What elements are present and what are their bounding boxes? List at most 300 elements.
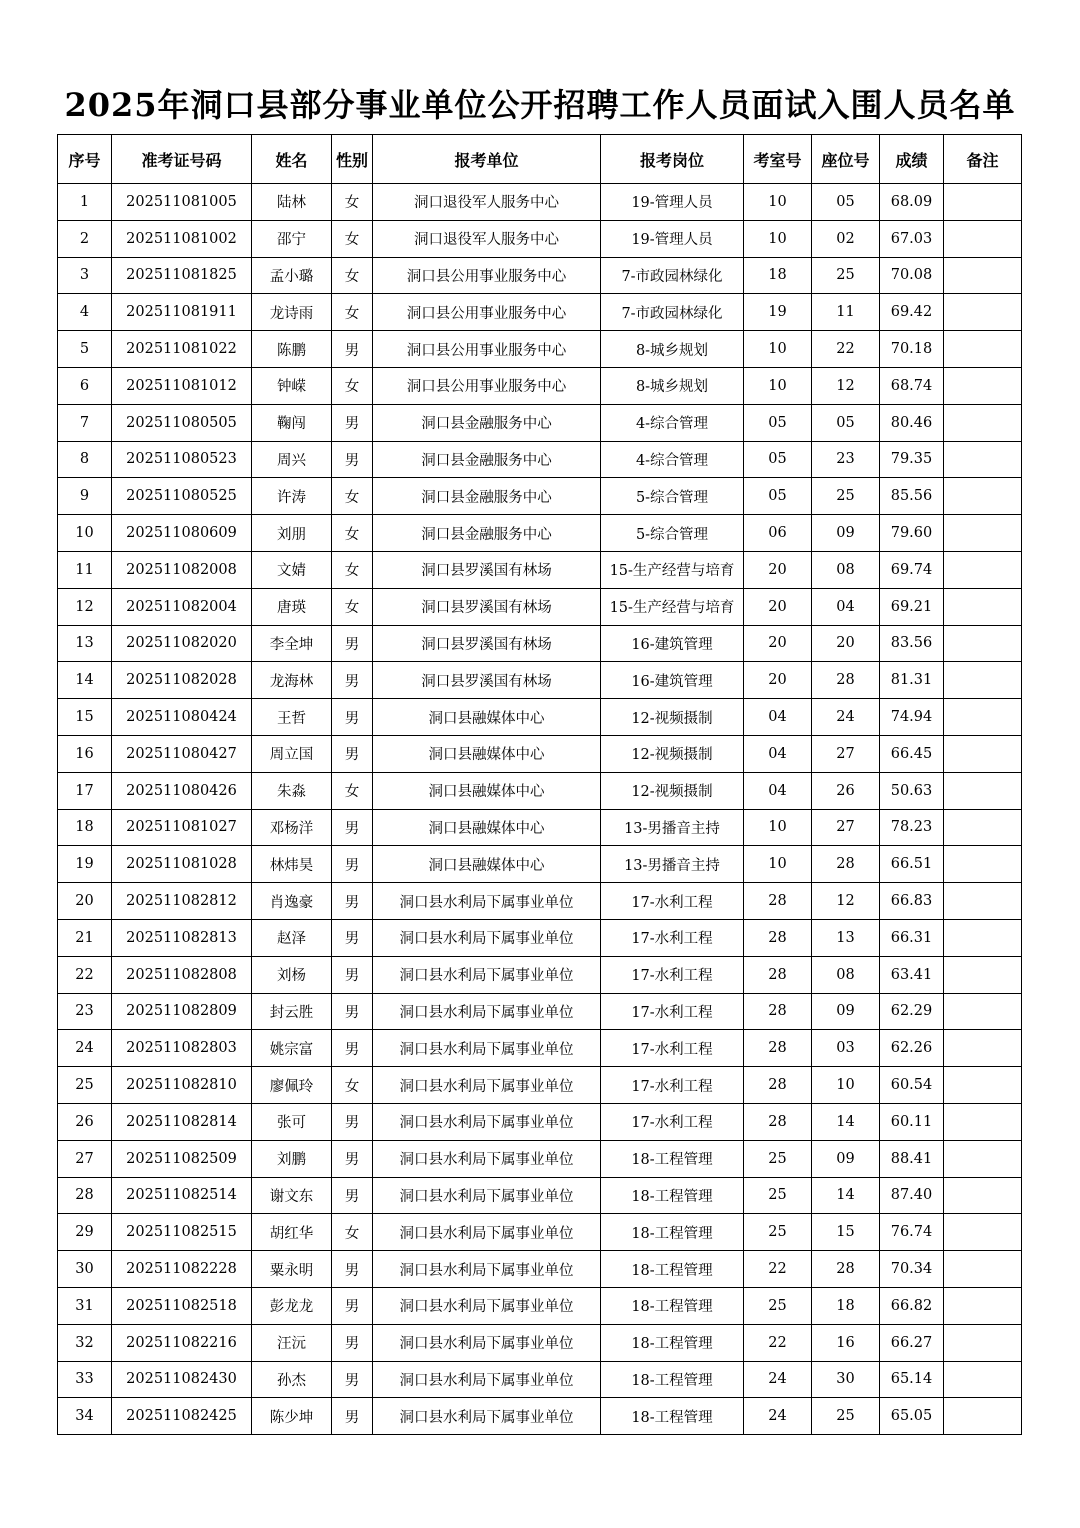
- cell-room: 28: [744, 883, 812, 920]
- cell-unit: 洞口县水利局下属事业单位: [373, 1251, 601, 1288]
- table-row: [58, 257, 1022, 294]
- cell-score: 80.46: [880, 404, 944, 441]
- cell-score: 66.45: [880, 735, 944, 772]
- cell-seat: 08: [812, 551, 880, 588]
- cell-exam-number: 202511082803: [112, 1030, 252, 1067]
- table-row: [58, 1251, 1022, 1288]
- cell-seat: 18: [812, 1287, 880, 1324]
- cell-index: 13: [58, 625, 112, 662]
- cell-remarks: [944, 919, 1022, 956]
- cell-index: 23: [58, 993, 112, 1030]
- cell-index: 30: [58, 1251, 112, 1288]
- cell-name: 刘杨: [252, 956, 332, 993]
- cell-index: 26: [58, 1103, 112, 1140]
- header-exam-number: 准考证号码: [112, 135, 252, 184]
- cell-index: 15: [58, 699, 112, 736]
- table-row: [58, 1398, 1022, 1435]
- cell-room: 05: [744, 404, 812, 441]
- cell-seat: 12: [812, 367, 880, 404]
- cell-name: 周立国: [252, 735, 332, 772]
- cell-seat: 28: [812, 662, 880, 699]
- cell-seat: 25: [812, 1398, 880, 1435]
- cell-index: 9: [58, 478, 112, 515]
- cell-gender: 男: [332, 1287, 373, 1324]
- cell-name: 胡红华: [252, 1214, 332, 1251]
- cell-score: 69.42: [880, 294, 944, 331]
- cell-remarks: [944, 588, 1022, 625]
- cell-remarks: [944, 662, 1022, 699]
- cell-room: 10: [744, 846, 812, 883]
- cell-exam-number: 202511082509: [112, 1140, 252, 1177]
- cell-room: 10: [744, 331, 812, 368]
- cell-unit: 洞口县金融服务中心: [373, 515, 601, 552]
- cell-remarks: [944, 1251, 1022, 1288]
- cell-remarks: [944, 1140, 1022, 1177]
- cell-position: 18-工程管理: [601, 1324, 744, 1361]
- cell-index: 32: [58, 1324, 112, 1361]
- cell-room: 20: [744, 625, 812, 662]
- cell-exam-number: 202511082430: [112, 1361, 252, 1398]
- cell-room: 10: [744, 367, 812, 404]
- cell-index: 14: [58, 662, 112, 699]
- cell-position: 13-男播音主持: [601, 809, 744, 846]
- cell-unit: 洞口县水利局下属事业单位: [373, 1361, 601, 1398]
- cell-seat: 04: [812, 588, 880, 625]
- cell-name: 朱淼: [252, 772, 332, 809]
- table-row: [58, 846, 1022, 883]
- header-name: 姓名: [252, 135, 332, 184]
- cell-gender: 男: [332, 919, 373, 956]
- cell-gender: 女: [332, 478, 373, 515]
- cell-unit: 洞口县公用事业服务中心: [373, 294, 601, 331]
- cell-gender: 男: [332, 1030, 373, 1067]
- cell-exam-number: 202511081911: [112, 294, 252, 331]
- cell-room: 04: [744, 735, 812, 772]
- cell-seat: 10: [812, 1067, 880, 1104]
- cell-room: 10: [744, 809, 812, 846]
- cell-score: 85.56: [880, 478, 944, 515]
- cell-position: 8-城乡规划: [601, 331, 744, 368]
- cell-index: 17: [58, 772, 112, 809]
- cell-remarks: [944, 1398, 1022, 1435]
- cell-remarks: [944, 772, 1022, 809]
- cell-remarks: [944, 404, 1022, 441]
- header-gender: 性别: [332, 135, 373, 184]
- cell-exam-number: 202511080525: [112, 478, 252, 515]
- cell-seat: 09: [812, 515, 880, 552]
- cell-score: 67.03: [880, 220, 944, 257]
- cell-remarks: [944, 515, 1022, 552]
- cell-room: 24: [744, 1398, 812, 1435]
- cell-gender: 男: [332, 846, 373, 883]
- table-row: [58, 588, 1022, 625]
- cell-position: 17-水利工程: [601, 919, 744, 956]
- cell-exam-number: 202511082812: [112, 883, 252, 920]
- cell-unit: 洞口县水利局下属事业单位: [373, 1398, 601, 1435]
- cell-unit: 洞口县罗溪国有林场: [373, 625, 601, 662]
- cell-exam-number: 202511080505: [112, 404, 252, 441]
- cell-position: 12-视频摄制: [601, 699, 744, 736]
- cell-gender: 男: [332, 993, 373, 1030]
- cell-position: 18-工程管理: [601, 1251, 744, 1288]
- cell-remarks: [944, 1361, 1022, 1398]
- cell-room: 28: [744, 1067, 812, 1104]
- cell-name: 李全坤: [252, 625, 332, 662]
- cell-room: 22: [744, 1251, 812, 1288]
- cell-index: 25: [58, 1067, 112, 1104]
- cell-unit: 洞口县罗溪国有林场: [373, 662, 601, 699]
- cell-name: 孟小璐: [252, 257, 332, 294]
- cell-remarks: [944, 1030, 1022, 1067]
- cell-gender: 女: [332, 772, 373, 809]
- cell-gender: 女: [332, 184, 373, 221]
- cell-position: 17-水利工程: [601, 1030, 744, 1067]
- cell-position: 7-市政园林绿化: [601, 294, 744, 331]
- cell-score: 68.74: [880, 367, 944, 404]
- table-row: [58, 1324, 1022, 1361]
- cell-remarks: [944, 993, 1022, 1030]
- cell-gender: 男: [332, 735, 373, 772]
- cell-index: 31: [58, 1287, 112, 1324]
- table-row: [58, 1103, 1022, 1140]
- cell-score: 88.41: [880, 1140, 944, 1177]
- candidate-table: [57, 134, 1022, 1435]
- table-row: [58, 404, 1022, 441]
- cell-seat: 28: [812, 1251, 880, 1288]
- cell-score: 83.56: [880, 625, 944, 662]
- cell-position: 16-建筑管理: [601, 662, 744, 699]
- cell-score: 74.94: [880, 699, 944, 736]
- table-row: [58, 883, 1022, 920]
- cell-score: 68.09: [880, 184, 944, 221]
- cell-gender: 女: [332, 220, 373, 257]
- cell-position: 5-综合管理: [601, 515, 744, 552]
- cell-room: 28: [744, 919, 812, 956]
- cell-exam-number: 202511080609: [112, 515, 252, 552]
- cell-room: 05: [744, 478, 812, 515]
- cell-seat: 08: [812, 956, 880, 993]
- cell-gender: 女: [332, 1067, 373, 1104]
- cell-room: 28: [744, 993, 812, 1030]
- cell-score: 65.14: [880, 1361, 944, 1398]
- cell-seat: 24: [812, 699, 880, 736]
- cell-name: 彭龙龙: [252, 1287, 332, 1324]
- cell-index: 34: [58, 1398, 112, 1435]
- cell-room: 10: [744, 220, 812, 257]
- cell-gender: 女: [332, 257, 373, 294]
- cell-unit: 洞口县水利局下属事业单位: [373, 1287, 601, 1324]
- cell-gender: 男: [332, 662, 373, 699]
- cell-remarks: [944, 184, 1022, 221]
- cell-name: 廖佩玲: [252, 1067, 332, 1104]
- cell-exam-number: 202511082808: [112, 956, 252, 993]
- cell-index: 3: [58, 257, 112, 294]
- cell-room: 06: [744, 515, 812, 552]
- cell-unit: 洞口县融媒体中心: [373, 809, 601, 846]
- cell-index: 29: [58, 1214, 112, 1251]
- cell-exam-number: 202511082216: [112, 1324, 252, 1361]
- cell-index: 21: [58, 919, 112, 956]
- cell-seat: 13: [812, 919, 880, 956]
- cell-exam-number: 202511082020: [112, 625, 252, 662]
- cell-position: 4-综合管理: [601, 404, 744, 441]
- header-index: 序号: [58, 135, 112, 184]
- cell-name: 粟永明: [252, 1251, 332, 1288]
- cell-score: 62.26: [880, 1030, 944, 1067]
- cell-name: 陆林: [252, 184, 332, 221]
- cell-score: 66.51: [880, 846, 944, 883]
- cell-name: 邓杨洋: [252, 809, 332, 846]
- cell-remarks: [944, 1103, 1022, 1140]
- cell-unit: 洞口县水利局下属事业单位: [373, 1103, 601, 1140]
- cell-position: 16-建筑管理: [601, 625, 744, 662]
- cell-remarks: [944, 1177, 1022, 1214]
- cell-room: 05: [744, 441, 812, 478]
- cell-exam-number: 202511082814: [112, 1103, 252, 1140]
- cell-position: 19-管理人员: [601, 220, 744, 257]
- cell-room: 18: [744, 257, 812, 294]
- cell-position: 17-水利工程: [601, 993, 744, 1030]
- cell-remarks: [944, 625, 1022, 662]
- cell-room: 04: [744, 699, 812, 736]
- cell-name: 陈鹏: [252, 331, 332, 368]
- cell-index: 33: [58, 1361, 112, 1398]
- cell-index: 16: [58, 735, 112, 772]
- cell-position: 17-水利工程: [601, 1067, 744, 1104]
- header-room: 考室号: [744, 135, 812, 184]
- cell-room: 19: [744, 294, 812, 331]
- table-row: [58, 478, 1022, 515]
- cell-position: 4-综合管理: [601, 441, 744, 478]
- cell-seat: 27: [812, 735, 880, 772]
- cell-position: 18-工程管理: [601, 1287, 744, 1324]
- table-row: [58, 515, 1022, 552]
- cell-exam-number: 202511080523: [112, 441, 252, 478]
- cell-gender: 男: [332, 699, 373, 736]
- cell-seat: 27: [812, 809, 880, 846]
- cell-exam-number: 202511081005: [112, 184, 252, 221]
- cell-index: 6: [58, 367, 112, 404]
- cell-exam-number: 202511081012: [112, 367, 252, 404]
- table-row: [58, 809, 1022, 846]
- table-body: [58, 184, 1022, 1435]
- cell-unit: 洞口县融媒体中心: [373, 699, 601, 736]
- cell-position: 13-男播音主持: [601, 846, 744, 883]
- cell-gender: 男: [332, 1103, 373, 1140]
- cell-gender: 男: [332, 404, 373, 441]
- cell-gender: 男: [332, 1177, 373, 1214]
- cell-score: 60.54: [880, 1067, 944, 1104]
- table-row: [58, 1030, 1022, 1067]
- cell-remarks: [944, 1287, 1022, 1324]
- cell-position: 8-城乡规划: [601, 367, 744, 404]
- cell-remarks: [944, 551, 1022, 588]
- cell-unit: 洞口县融媒体中心: [373, 772, 601, 809]
- table-row: [58, 294, 1022, 331]
- cell-unit: 洞口县融媒体中心: [373, 846, 601, 883]
- cell-score: 66.27: [880, 1324, 944, 1361]
- cell-index: 19: [58, 846, 112, 883]
- cell-gender: 女: [332, 367, 373, 404]
- cell-remarks: [944, 1324, 1022, 1361]
- cell-score: 70.34: [880, 1251, 944, 1288]
- cell-unit: 洞口县金融服务中心: [373, 441, 601, 478]
- cell-name: 肖逸豪: [252, 883, 332, 920]
- table-row: [58, 1361, 1022, 1398]
- table-row: [58, 993, 1022, 1030]
- cell-exam-number: 202511082008: [112, 551, 252, 588]
- cell-room: 20: [744, 662, 812, 699]
- cell-room: 28: [744, 956, 812, 993]
- cell-seat: 14: [812, 1177, 880, 1214]
- cell-seat: 20: [812, 625, 880, 662]
- cell-seat: 05: [812, 184, 880, 221]
- cell-score: 66.83: [880, 883, 944, 920]
- cell-unit: 洞口县水利局下属事业单位: [373, 1324, 601, 1361]
- cell-score: 76.74: [880, 1214, 944, 1251]
- cell-exam-number: 202511082425: [112, 1398, 252, 1435]
- cell-unit: 洞口县水利局下属事业单位: [373, 883, 601, 920]
- cell-name: 姚宗富: [252, 1030, 332, 1067]
- cell-name: 封云胜: [252, 993, 332, 1030]
- cell-position: 5-综合管理: [601, 478, 744, 515]
- cell-position: 18-工程管理: [601, 1361, 744, 1398]
- cell-name: 唐瑛: [252, 588, 332, 625]
- cell-name: 刘鹏: [252, 1140, 332, 1177]
- cell-exam-number: 202511082813: [112, 919, 252, 956]
- header-row: [58, 135, 1022, 184]
- header-seat: 座位号: [812, 135, 880, 184]
- table-row: [58, 1140, 1022, 1177]
- cell-remarks: [944, 809, 1022, 846]
- cell-name: 刘朋: [252, 515, 332, 552]
- cell-index: 20: [58, 883, 112, 920]
- cell-position: 17-水利工程: [601, 956, 744, 993]
- cell-gender: 男: [332, 441, 373, 478]
- cell-index: 24: [58, 1030, 112, 1067]
- cell-unit: 洞口县公用事业服务中心: [373, 257, 601, 294]
- cell-gender: 男: [332, 331, 373, 368]
- cell-gender: 女: [332, 1214, 373, 1251]
- table-row: [58, 441, 1022, 478]
- cell-unit: 洞口县融媒体中心: [373, 735, 601, 772]
- cell-gender: 男: [332, 1251, 373, 1288]
- cell-index: 22: [58, 956, 112, 993]
- cell-score: 50.63: [880, 772, 944, 809]
- cell-room: 25: [744, 1287, 812, 1324]
- cell-exam-number: 202511081002: [112, 220, 252, 257]
- cell-gender: 男: [332, 809, 373, 846]
- cell-score: 62.29: [880, 993, 944, 1030]
- cell-score: 70.08: [880, 257, 944, 294]
- cell-remarks: [944, 1214, 1022, 1251]
- cell-gender: 男: [332, 1324, 373, 1361]
- cell-name: 周兴: [252, 441, 332, 478]
- cell-room: 28: [744, 1103, 812, 1140]
- table-row: [58, 956, 1022, 993]
- cell-score: 65.05: [880, 1398, 944, 1435]
- cell-room: 04: [744, 772, 812, 809]
- cell-name: 许涛: [252, 478, 332, 515]
- cell-remarks: [944, 956, 1022, 993]
- cell-exam-number: 202511080426: [112, 772, 252, 809]
- cell-index: 18: [58, 809, 112, 846]
- cell-unit: 洞口县水利局下属事业单位: [373, 919, 601, 956]
- cell-room: 20: [744, 551, 812, 588]
- table-row: [58, 184, 1022, 221]
- cell-unit: 洞口县罗溪国有林场: [373, 551, 601, 588]
- cell-gender: 男: [332, 1140, 373, 1177]
- cell-index: 7: [58, 404, 112, 441]
- cell-position: 17-水利工程: [601, 883, 744, 920]
- cell-score: 79.35: [880, 441, 944, 478]
- cell-unit: 洞口县金融服务中心: [373, 404, 601, 441]
- cell-name: 龙诗雨: [252, 294, 332, 331]
- cell-seat: 16: [812, 1324, 880, 1361]
- cell-name: 孙杰: [252, 1361, 332, 1398]
- cell-seat: 15: [812, 1214, 880, 1251]
- cell-name: 鞠闯: [252, 404, 332, 441]
- table-row: [58, 735, 1022, 772]
- cell-seat: 05: [812, 404, 880, 441]
- cell-name: 王哲: [252, 699, 332, 736]
- cell-unit: 洞口县罗溪国有林场: [373, 588, 601, 625]
- cell-seat: 30: [812, 1361, 880, 1398]
- cell-remarks: [944, 1067, 1022, 1104]
- cell-room: 10: [744, 184, 812, 221]
- cell-score: 87.40: [880, 1177, 944, 1214]
- cell-position: 18-工程管理: [601, 1140, 744, 1177]
- cell-name: 陈少坤: [252, 1398, 332, 1435]
- cell-index: 28: [58, 1177, 112, 1214]
- cell-unit: 洞口县公用事业服务中心: [373, 367, 601, 404]
- cell-remarks: [944, 846, 1022, 883]
- cell-remarks: [944, 441, 1022, 478]
- table-row: [58, 662, 1022, 699]
- header-position: 报考岗位: [601, 135, 744, 184]
- table-row: [58, 1287, 1022, 1324]
- cell-position: 18-工程管理: [601, 1177, 744, 1214]
- cell-position: 18-工程管理: [601, 1398, 744, 1435]
- cell-remarks: [944, 699, 1022, 736]
- cell-room: 24: [744, 1361, 812, 1398]
- cell-gender: 女: [332, 294, 373, 331]
- cell-unit: 洞口县水利局下属事业单位: [373, 1140, 601, 1177]
- cell-index: 12: [58, 588, 112, 625]
- cell-unit: 洞口县水利局下属事业单位: [373, 1177, 601, 1214]
- cell-unit: 洞口县金融服务中心: [373, 478, 601, 515]
- table-row: [58, 1177, 1022, 1214]
- cell-seat: 09: [812, 993, 880, 1030]
- cell-unit: 洞口退役军人服务中心: [373, 184, 601, 221]
- cell-index: 10: [58, 515, 112, 552]
- cell-exam-number: 202511082004: [112, 588, 252, 625]
- table-row: [58, 331, 1022, 368]
- cell-exam-number: 202511082518: [112, 1287, 252, 1324]
- table-row: [58, 699, 1022, 736]
- cell-unit: 洞口退役军人服务中心: [373, 220, 601, 257]
- cell-exam-number: 202511081825: [112, 257, 252, 294]
- cell-score: 69.74: [880, 551, 944, 588]
- table-row: [58, 919, 1022, 956]
- cell-position: 17-水利工程: [601, 1103, 744, 1140]
- cell-room: 25: [744, 1214, 812, 1251]
- cell-seat: 26: [812, 772, 880, 809]
- cell-seat: 25: [812, 257, 880, 294]
- cell-score: 60.11: [880, 1103, 944, 1140]
- cell-exam-number: 202511082515: [112, 1214, 252, 1251]
- cell-position: 12-视频摄制: [601, 772, 744, 809]
